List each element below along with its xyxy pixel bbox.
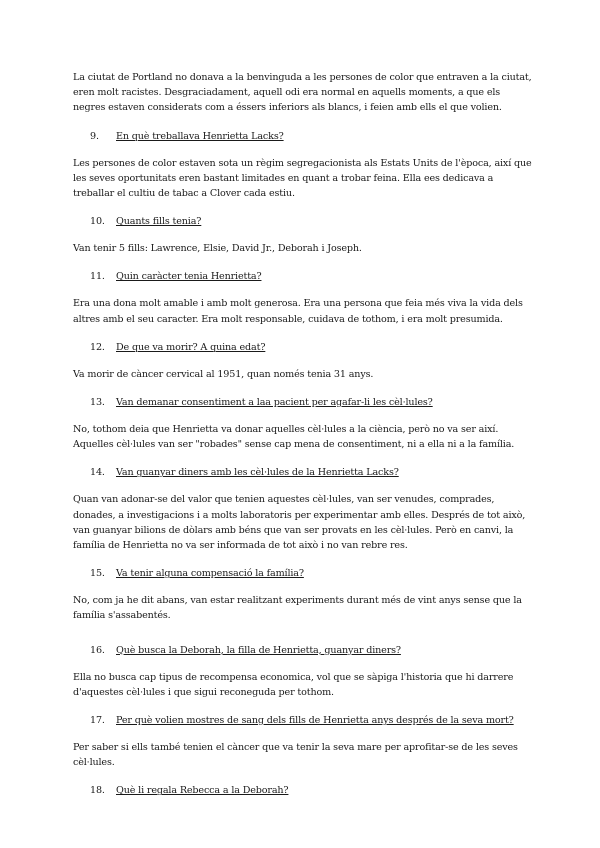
question-number: 12. bbox=[90, 341, 105, 353]
question-number: 10. bbox=[90, 216, 105, 228]
paragraph: No, com ja he dit abans, van estar realitzant experiments durant més de vint anys sense que la família s'assabentés. bbox=[73, 595, 522, 622]
question-item bbox=[73, 784, 532, 798]
question-text: Què li regala Rebecca a la Deborah? bbox=[116, 785, 289, 797]
paragraph: Les persones de color estaven sota un règim segregacionista als Estats Units de l'època, així que les seves oportunitats eren bastant limitades en quant a trobar feina. Ella ees dedicava a treballar el cultiu de tabac a Clover cada estiu. bbox=[73, 157, 532, 200]
paragraph: La ciutat de Portland no donava a la benvinguda a les persones de color que entraven a la ciutat, eren molt racistes. Desgraciadament, aquell odi era normal en aquells moments, a que els negres estaven considerats com a éssers inferiors als blancs, i feien amb ells el que volien. bbox=[73, 72, 532, 114]
question-text: Va tenir alguna compensació la família? bbox=[116, 568, 304, 580]
question-item bbox=[73, 567, 532, 581]
question-number: 15. bbox=[90, 568, 105, 580]
question-text: Van guanyar diners amb les cèl·lules de la Henrietta Lacks? bbox=[116, 467, 399, 479]
question-text: Per què volien mostres de sang dels fills de Henrietta anys després de la seva mort? bbox=[116, 715, 514, 727]
question-text: Quants fills tenia? bbox=[116, 216, 202, 228]
question-item bbox=[73, 396, 532, 410]
question-item bbox=[73, 270, 532, 284]
question-number: 16. bbox=[90, 644, 105, 656]
question-text: Quin caràcter tenia Henrietta? bbox=[116, 271, 262, 283]
question-item bbox=[73, 714, 532, 728]
paragraph: Quan van adonar-se del valor que tenien aquestes cèl·lules, van ser venudes, comprades, donades, a investigacions i a molts laboratoris per experimentar amb elles. Després de tot això, van guanyar bilions de dòlars amb béns que van ser provats en les cèl·lules. Però en canvi, la família de Henrietta no va ser informada de tot això i no van rebre res. bbox=[73, 494, 526, 552]
question-number: 18. bbox=[90, 785, 105, 797]
question-item bbox=[73, 341, 532, 355]
question-number: 11. bbox=[90, 271, 105, 283]
question-number: 9. bbox=[90, 130, 99, 142]
paragraph: Per saber si ells també tenien el càncer que va tenir la seva mare per aprofitar-se de les seves cèl·lules. bbox=[73, 742, 518, 769]
question-text: De que va morir? A quina edat? bbox=[116, 341, 266, 353]
question-text: Què busca la Deborah, la filla de Henrietta, guanyar diners? bbox=[116, 644, 401, 656]
question-item bbox=[73, 644, 532, 658]
question-item bbox=[73, 130, 532, 144]
question-item bbox=[73, 215, 532, 229]
question-number: 17. bbox=[90, 715, 105, 727]
paragraph: No, tothom deia que Henrietta va donar aquelles cèl·lules a la ciència, però no va ser així. Aquelles cèl·lules van ser "robades" sense cap mena de consentiment, ni a ella ni a la família. bbox=[73, 424, 515, 451]
paragraph: Era una dona molt amable i amb molt generosa. Era una persona que feia més viva la vida dels altres amb el seu caracter. Era molt responsable, cuidava de tothom, i era molt presumida. bbox=[73, 298, 523, 325]
question-text: En què treballava Henrietta Lacks? bbox=[116, 130, 284, 142]
paragraph: Ella no busca cap tipus de recompensa economica, vol que se sàpiga l'historia que hi darrere d'aquestes cèl·lules i que sigui reconeguda per tothom. bbox=[73, 671, 514, 698]
question-number: 14. bbox=[90, 467, 105, 479]
question-item bbox=[73, 466, 532, 480]
question-number: 13. bbox=[90, 397, 105, 409]
question-text: Van demanar consentiment a laa pacient per agafar-li les cèl·lules? bbox=[116, 397, 433, 409]
paragraph: Va morir de càncer cervical al 1951, quan només tenia 31 anys. bbox=[73, 368, 374, 380]
paragraph: Van tenir 5 fills: Lawrence, Elsie, David Jr., Deborah i Joseph. bbox=[73, 243, 362, 255]
